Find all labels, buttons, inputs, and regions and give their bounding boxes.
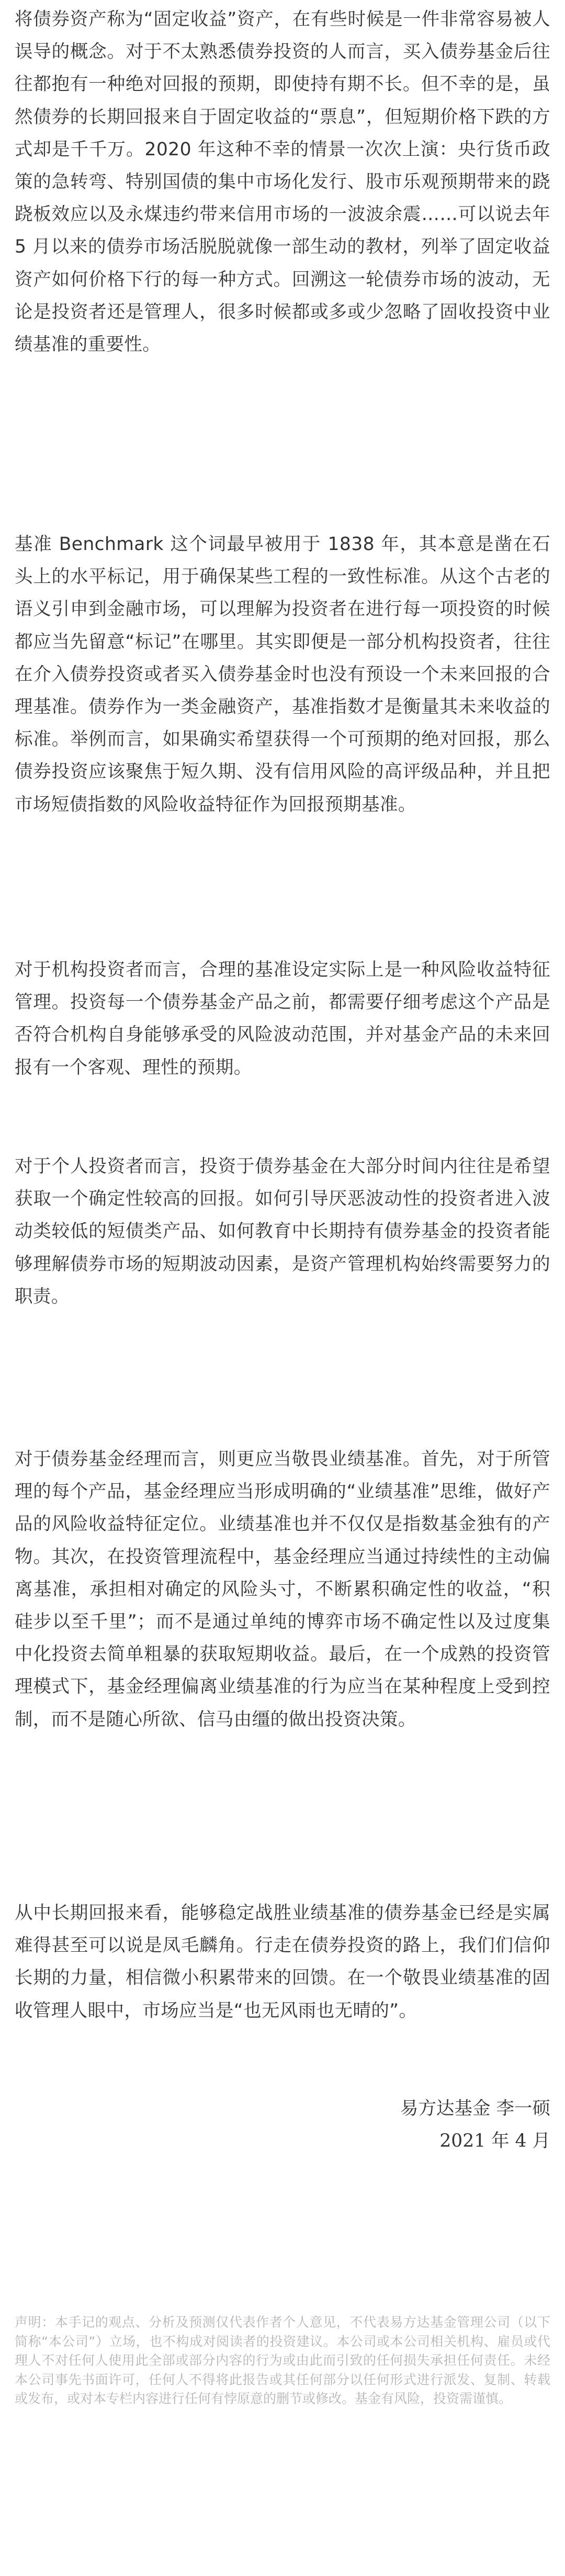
article-paragraph-4: 对于个人投资者而言，投资于债券基金在大部分时间内往往是希望获取一个确定性较高的回报。如何引导厌恶波动性的投资者进入波动类较低的短债类产品、如何教育中长期持有债券基金的投资者能够理解债券市场的短期波动因素，是资产管理机构始终需要努力的职责。: [15, 1156, 550, 1307]
author-name: 易方达基金 李一硕: [400, 2098, 550, 2119]
article-paragraph-5: 对于债券基金经理而言，则更应当敬畏业绩基准。首先，对于所管理的每个产品，基金经理应当形成明确的“业绩基准”思维，做好产品的风险收益特征定位。业绩基准也并不仅仅是指数基金独有的产物。其次，在投资管理流程中，基金经理应当通过持续性的主动偏离基准，承担相对确定的风险头寸，不断累积确定性的收益，“积硅步以至千里”；而不是通过单纯的博弈市场不确定性以及过度集中化投资去简单粗暴的获取短期收益。最后，在一个成熟的投资管理模式下，基金经理偏离业绩基准的行为应当在某种程度上受到控制，而不是随心所欲、信马由缰的做出投资决策。: [15, 1449, 550, 1730]
article-paragraph-2: 基准 Benchmark 这个词最早被用于 1838 年，其本意是凿在石头上的水平标记，用于确保某些工程的一致性标准。从这个古老的语义引申到金融市场，可以理解为投资者在进行每一项投资的时候都应当先留意“标记”在哪里。其实即便是一部分机构投资者，往往在介入债券投资或者买入债券基金时也没有预设一个未来回报的合理基准。债券作为一类金融资产，基准指数才是衡量其未来收益的标准。举例而言，如果确实希望获得一个可预期的绝对回报，那么债券投资应该聚焦于短久期、没有信用风险的高评级品种，并且把市场短债指数的风险收益特征作为回报预期基准。: [15, 534, 550, 815]
publish-date: 2021 年 4 月: [439, 2131, 550, 2151]
article-paragraph-1: 将债券资产称为“固定收益”资产，在有些时候是一件非常容易被人误导的概念。对于不太熟悉债券投资的人而言，买入债券基金后往往都抱有一种绝对回报的预期，即使持有期不长。但不幸的是，虽然债券的长期回报来自于固定收益的“票息”，但短期价格下跌的方式却是千千万。2020 年这种不幸的情景一次次上演：央行货币政策的急转弯、特别国债的集中市场化发行、股市乐观预期带来的跷跷板效应以及永煤违约带来信用市场的一波波余震……可以说去年 5 月以来的债券市场活脱脱就像一部生动的教材，列举了固定收益资产如何价格下行的每一种方式。回溯这一轮债券市场的波动，无论是投资者还是管理人，很多时候都或多或少忽略了固收投资中业绩基准的重要性。: [15, 9, 550, 356]
article-paragraph-3: 对于机构投资者而言，合理的基准设定实际上是一种风险收益特征管理。投资每一个债券基金产品之前，都需要仔细考虑这个产品是否符合机构自身能够承受的风险波动范围，并对基金产品的未来回报有一个客观、理性的预期。: [15, 959, 550, 1078]
author-signature: [400, 2092, 550, 2157]
disclaimer-text: 声明：本手记的观点、分析及预测仅代表作者个人意见，不代表易方达基金管理公司（以下简称“本公司”）立场，也不构成对阅读者的投资建议。本公司或本公司相关机构、雇员或代理人不对任何人使用此全部或部分内容的行为或由此而引致的任何损失承担任何责任。未经本公司事先书面许可，任何人不得将此报告或其任何部分以任何形式进行派发、复制、转载或发布，或对本专栏内容进行任何有悖原意的删节或修改。基金有风险，投资需谨慎。: [15, 2315, 550, 2406]
article-paragraph-6: 从中长期回报来看，能够稳定战胜业绩基准的债券基金已经是实属难得甚至可以说是凤毛麟角。行走在债券投资的路上，我们们信仰长期的力量，相信微小积累带来的回馈。在一个敬畏业绩基准的固收管理人眼中，市场应当是“也无风雨也无晴的”。: [15, 1903, 550, 2021]
